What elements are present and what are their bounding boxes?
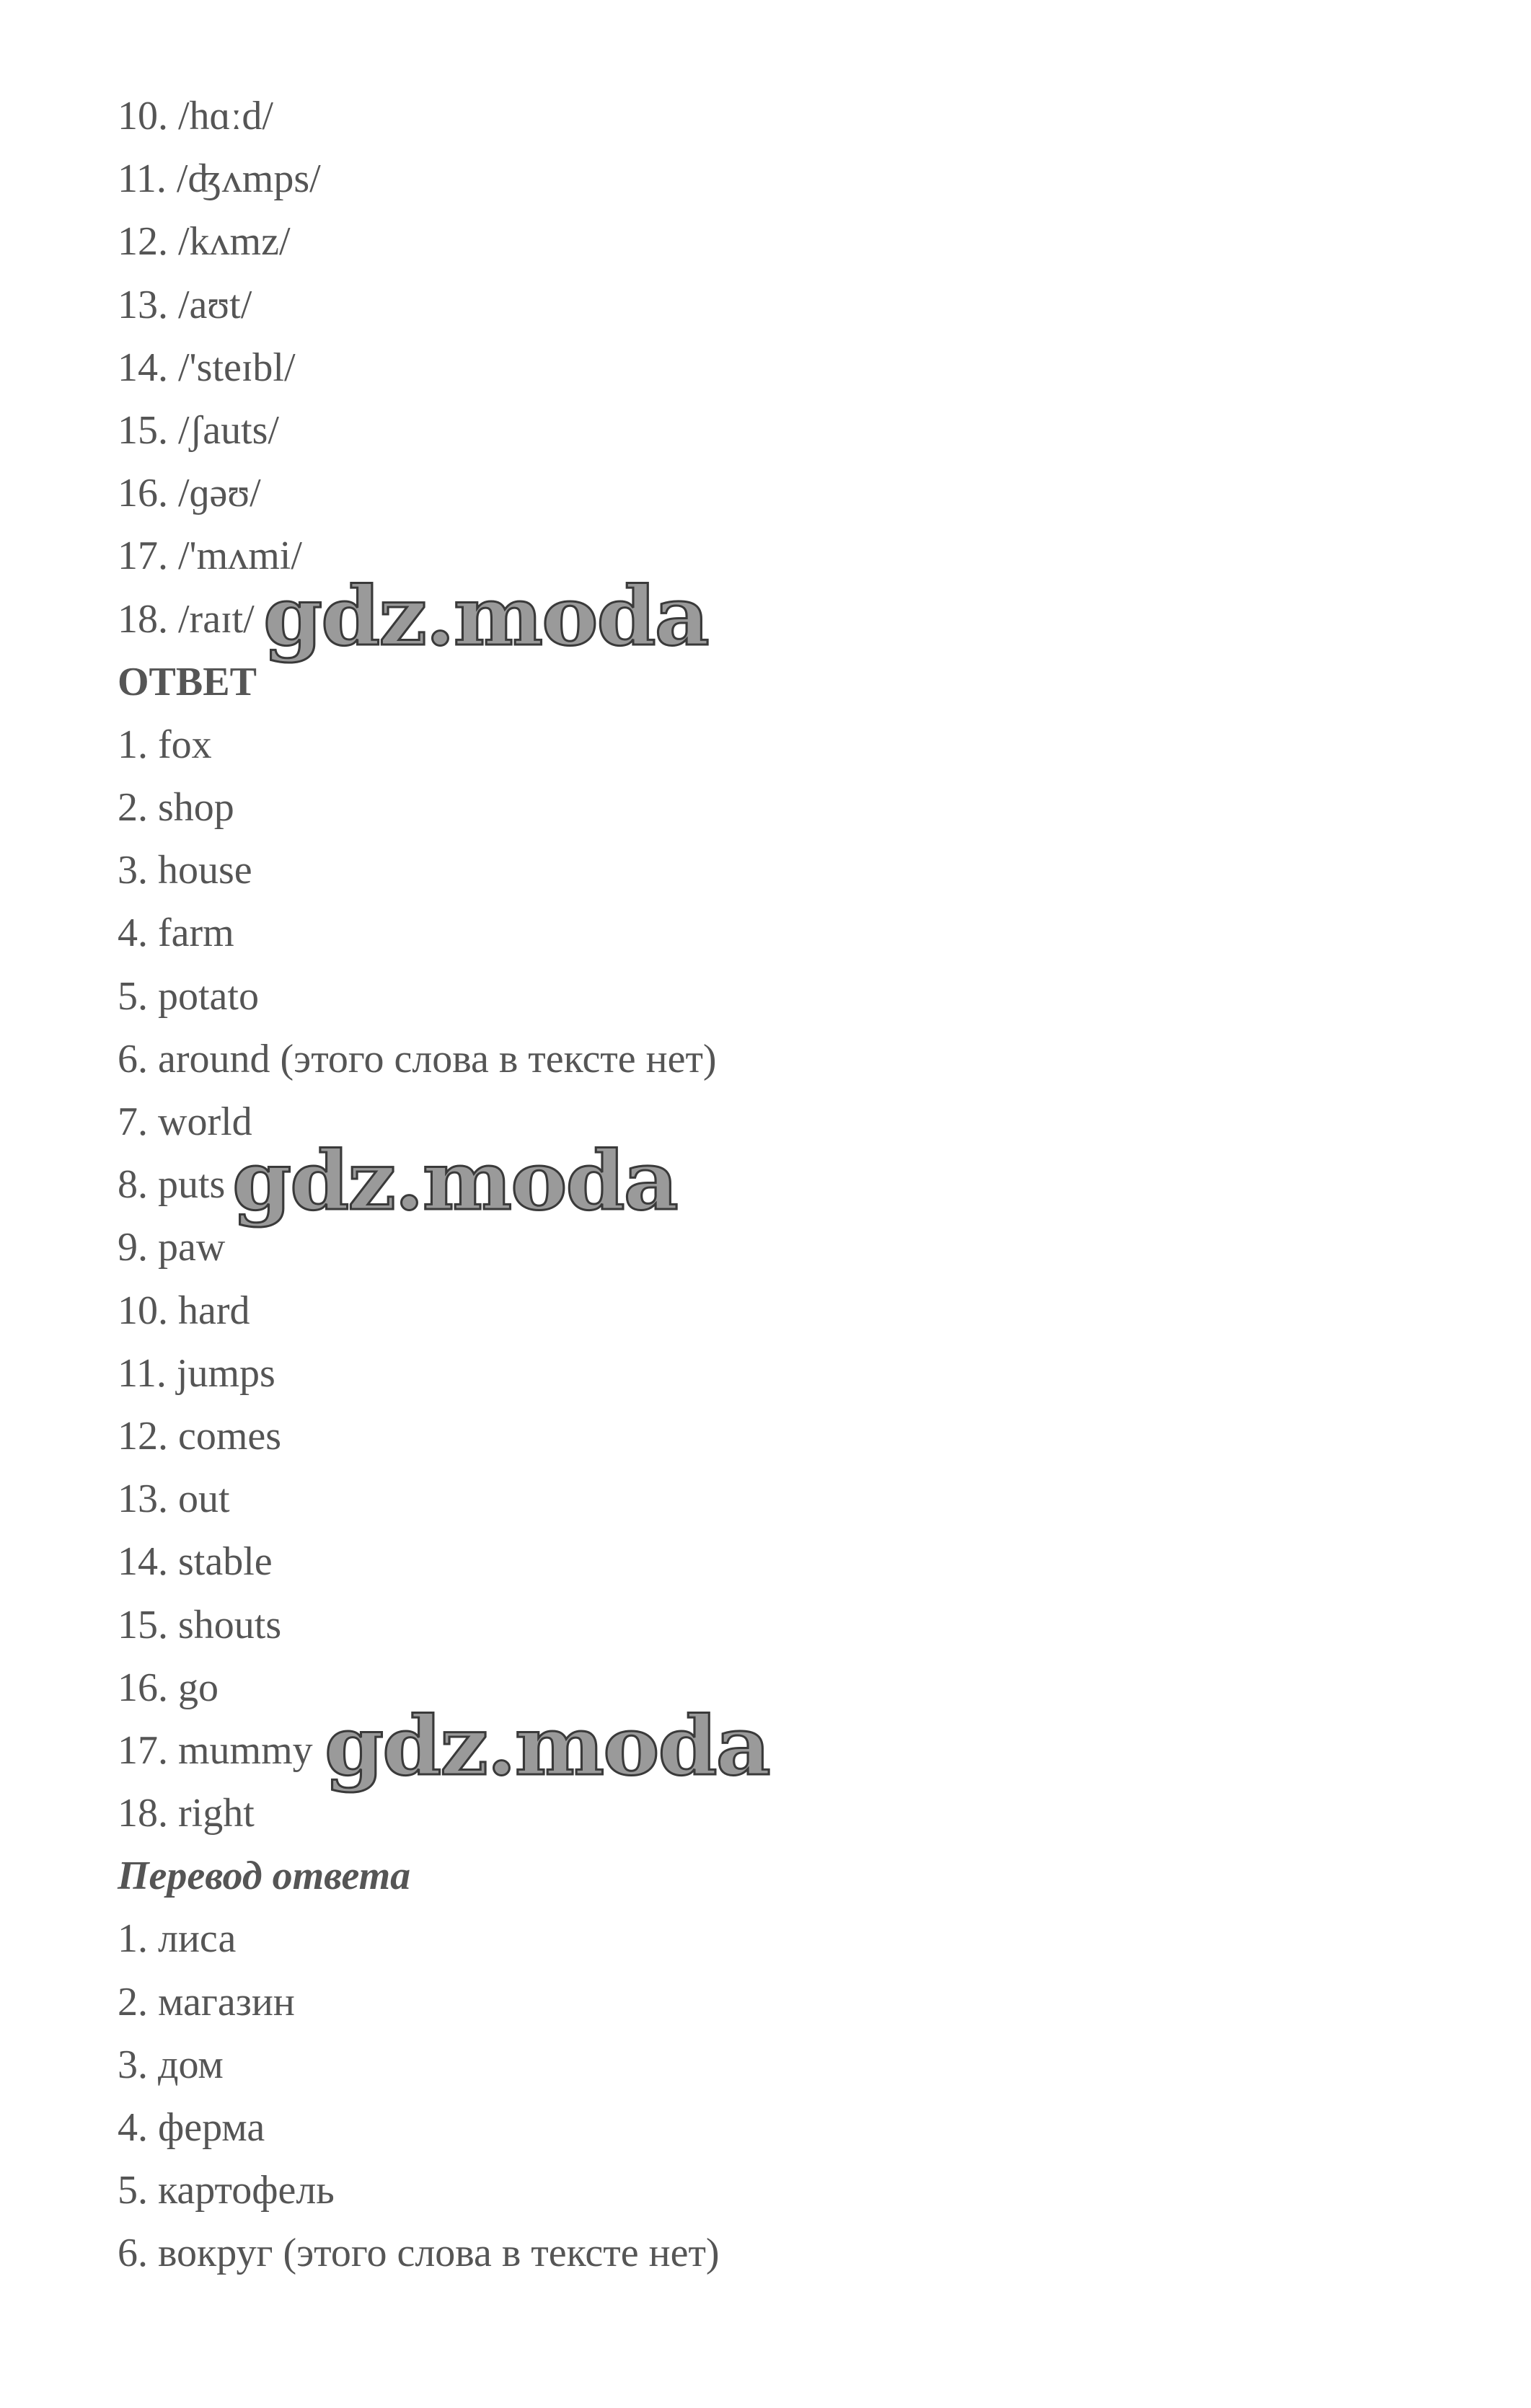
translation-line: 2. магазин bbox=[118, 1979, 295, 2024]
answer-line: 13. out bbox=[118, 1477, 230, 1522]
transcription-line: 12. /kʌmz/ bbox=[118, 219, 291, 265]
transcription-line: 10. /hɑːd/ bbox=[118, 94, 273, 138]
answer-line: 4. farm bbox=[118, 911, 234, 956]
answer-line: 9. paw bbox=[118, 1225, 226, 1270]
answer-line: 16. go bbox=[118, 1665, 219, 1710]
answer-line: 3. house bbox=[118, 848, 252, 893]
answer-line: 17. mummy bbox=[118, 1727, 313, 1773]
answer-line: 12. comes bbox=[118, 1413, 282, 1458]
answer-line: 8. puts bbox=[118, 1162, 226, 1208]
answer-line: 18. right bbox=[118, 1791, 255, 1836]
watermark: gdz.moda bbox=[232, 1134, 677, 1229]
transcription-line: 14. /'steɪbl/ bbox=[118, 345, 296, 390]
answer-line: 5. potato bbox=[118, 973, 259, 1019]
answer-line: 1. fox bbox=[118, 722, 212, 767]
translation-line: 6. вокруг (этого слова в тексте нет) bbox=[118, 2231, 720, 2276]
translation-line: 3. дом bbox=[118, 2042, 224, 2087]
answer-heading: ОТВЕТ bbox=[118, 659, 257, 704]
answer-line: 14. stable bbox=[118, 1539, 273, 1585]
answer-line: 6. around (этого слова в тексте нет) bbox=[118, 1036, 717, 1081]
transcription-line: 15. /ʃauts/ bbox=[118, 407, 279, 453]
transcription-line: 16. /ɡəʊ/ bbox=[118, 471, 261, 516]
transcription-line: 17. /'mʌmi/ bbox=[118, 534, 302, 579]
translation-line: 1. лиса bbox=[118, 1916, 237, 1962]
transcription-line: 13. /aʊt/ bbox=[118, 282, 252, 327]
translation-heading: Перевод ответа bbox=[118, 1854, 411, 1899]
answer-line: 11. jumps bbox=[118, 1350, 275, 1396]
transcription-line: 18. /raɪt/ bbox=[118, 596, 255, 642]
watermark: gdz.moda bbox=[263, 570, 708, 664]
translation-line: 4. ферма bbox=[118, 2105, 265, 2150]
translation-line: 5. картофель bbox=[118, 2168, 335, 2213]
answer-line: 15. shouts bbox=[118, 1602, 282, 1647]
answer-line: 2. shop bbox=[118, 785, 234, 831]
watermark: gdz.moda bbox=[325, 1699, 769, 1794]
answer-line: 10. hard bbox=[118, 1288, 250, 1333]
transcription-line: 11. /ʤʌmps/ bbox=[118, 156, 321, 202]
answer-line: 7. world bbox=[118, 1099, 252, 1144]
